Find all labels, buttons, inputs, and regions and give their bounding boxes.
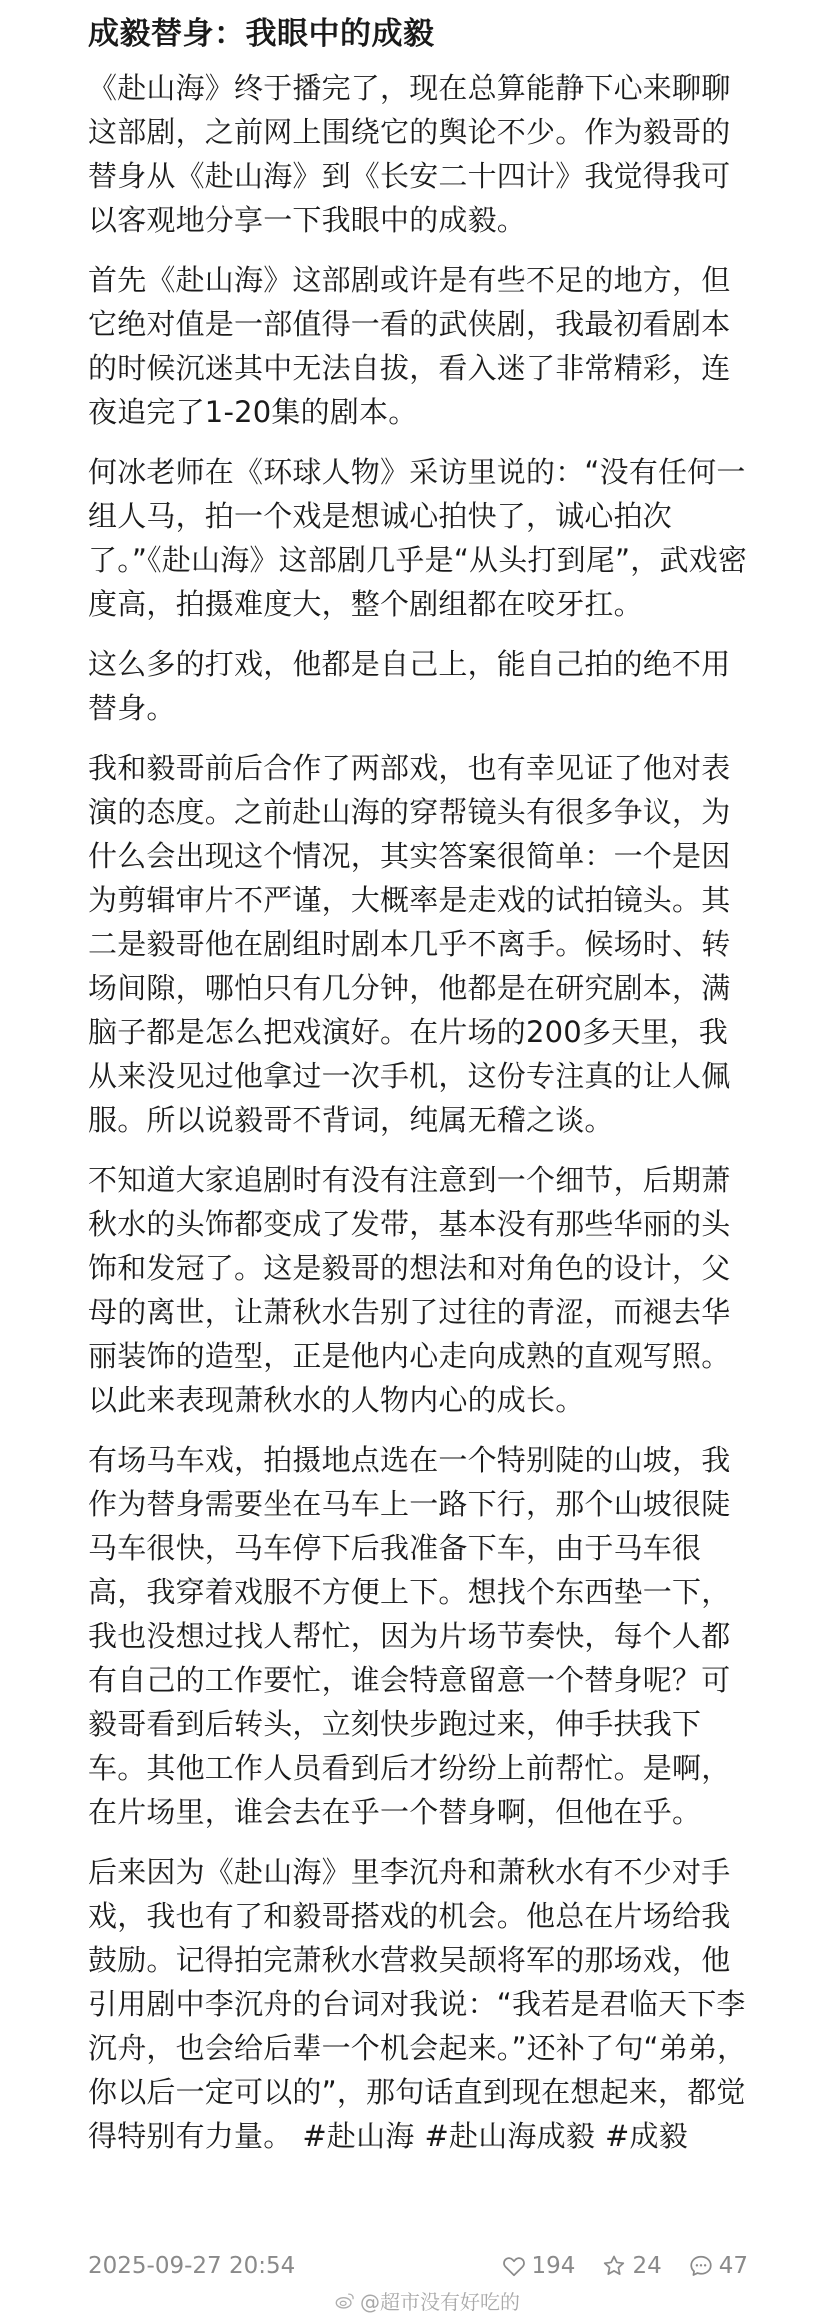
post-title: 成毅替身：我眼中的成毅 <box>88 16 435 52</box>
hashtag-link[interactable]: #赴山海成毅 <box>424 2119 596 2153</box>
post-paragraph: 我和毅哥前后合作了两部戏，也有幸见证了他对表演的态度。之前赴山海的穿帮镜头有很多争议，为什么会出现这个情况，其实答案很简单：一个是因为剪辑审片不严谨，大概率是走戏的试拍镜头。其二是毅哥他在剧组时剧本几乎不离手。候场时、转场间隙，哪怕只有几分钟，他都是在研究剧本，满脑子都是怎么把戏演好。在片场的200多天里，我从来没见过他拿过一次手机，这份专注真的让人佩服。所以说毅哥不背词，纯属无稽之谈。 <box>88 751 731 1137</box>
post-paragraph-text: 后来因为《赴山海》里李沉舟和萧秋水有不少对手戏，我也有了和毅哥搭戏的机会。他总在片场给我鼓励。记得拍完萧秋水营救吴颉将军的那场戏，他引用剧中李沉舟的台词对我说：“我若是君临天下李沉舟，也会给后辈一个机会起来。”还补了句“弟弟，你以后一定可以的”，那句话直到现在想起来，都觉得特别有力量。 <box>88 1855 747 2153</box>
favorite-button[interactable] <box>601 2253 661 2279</box>
comment-bubble-icon <box>688 2253 714 2279</box>
post-paragraph: 有场马车戏，拍摄地点选在一个特别陡的山坡，我作为替身需要坐在马车上一路下行，那个山坡很陡马车很快，马车停下后我准备下车，由于马车很高，我穿着戏服不方便上下。想找个东西垫一下，我也没想过找人帮忙，因为片场节奏快，每个人都有自己的工作要忙，谁会特意留意一个替身呢？可毅哥看到后转头，立刻快步跑过来，伸手扶我下车。其他工作人员看到后才纷纷上前帮忙。是啊，在片场里，谁会去在乎一个替身啊，但他在乎。 <box>88 1443 731 1829</box>
post-paragraph: 何冰老师在《环球人物》采访里说的：“没有任何一组人马，拍一个戏是想诚心拍快了，诚心拍次了。”《赴山海》这部剧几乎是“从头打到尾”，武戏密度高，拍摄难度大，整个剧组都在咬牙扛。 <box>88 455 748 621</box>
comment-button[interactable] <box>688 2253 748 2279</box>
favorite-count: 24 <box>632 2253 662 2279</box>
post-body <box>88 66 748 2158</box>
post-footer <box>88 2248 748 2284</box>
post-timestamp: 2025-09-27 20:54 <box>88 2253 296 2279</box>
hashtag-link[interactable]: #成毅 <box>605 2119 688 2153</box>
post-paragraph-last <box>88 1850 748 2158</box>
watermark <box>334 2286 520 2315</box>
watermark-text: @超市没有好吃的 <box>360 2290 520 2314</box>
post-paragraph: 不知道大家追剧时有没有注意到一个细节，后期萧秋水的头饰都变成了发带，基本没有那些华丽的头饰和发冠了。这是毅哥的想法和对角色的设计，父母的离世，让萧秋水告别了过往的青涩，而褪去华丽装饰的造型，正是他内心走向成熟的直观写照。以此来表现萧秋水的人物内心的成长。 <box>88 1163 731 1417</box>
like-button[interactable] <box>501 2253 576 2279</box>
post-paragraph: 这么多的打戏，他都是自己上，能自己拍的绝不用替身。 <box>88 647 731 725</box>
post-paragraph: 首先《赴山海》这部剧或许是有些不足的地方，但它绝对值是一部值得一看的武侠剧，我最初看剧本的时候沉迷其中无法自拔，看入迷了非常精彩，连夜追完了1-20集的剧本。 <box>88 263 731 429</box>
hashtag-link[interactable]: #赴山海 <box>302 2119 415 2153</box>
comment-count: 47 <box>718 2253 748 2279</box>
star-icon <box>601 2253 627 2279</box>
like-count: 194 <box>531 2253 576 2279</box>
heart-icon <box>501 2253 527 2279</box>
post-paragraph: 《赴山海》终于播完了，现在总算能静下心来聊聊这部剧，之前网上围绕它的舆论不少。作为毅哥的替身从《赴山海》到《长安二十四计》我觉得我可以客观地分享一下我眼中的成毅。 <box>88 71 731 237</box>
weibo-logo-icon <box>334 2290 356 2312</box>
